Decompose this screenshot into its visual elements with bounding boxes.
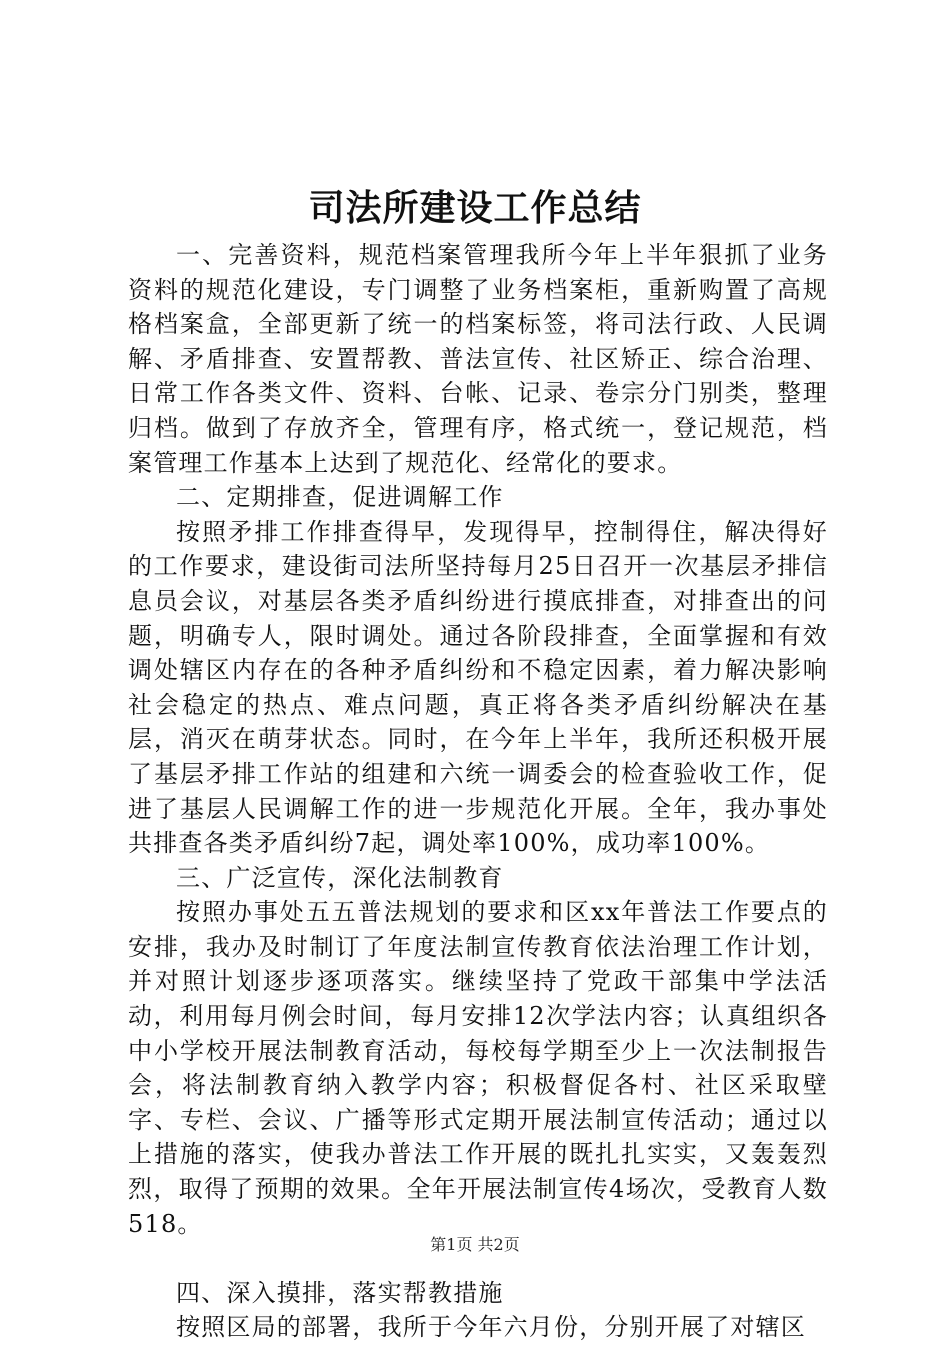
section-2-heading: 二、定期排查，促进调解工作 <box>176 483 504 512</box>
section-4-heading: 四、深入摸排，落实帮教措施 <box>176 1278 504 1307</box>
section-3-heading: 三、广泛宣传，深化法制教育 <box>176 863 504 892</box>
section-1-paragraph: 一、完善资料，规范档案管理我所今年上半年狠抓了业务资料的规范化建设，专门调整了业务档案柜，重新购置了高规格档案盒，全部更新了统一的档案标签，将司法行政、人民调解、矛盾排查、安置帮教、普法宣传、社区矫正、综合治理、日常工作各类文件、资料、台帐、记录、卷宗分门别类，整理归档。做到了存放齐全，管理有序，格式统一，登记规范，档案管理工作基本上达到了规范化、经常化的要求。 <box>128 241 828 477</box>
document-body <box>128 238 828 1345</box>
section-3-paragraph: 按照办事处五五普法规划的要求和区xx年普法工作要点的安排，我办及时制订了年度法制宣传教育依法治理工作计划，并对照计划逐步逐项落实。继续坚持了党政干部集中学法活动，利用每月例会时间，每月安排12次学法内容；认真组织各中小学校开展法制教育活动，每校每学期至少上一次法制报告会，将法制教育纳入教学内容；积极督促各村、社区采取壁字、专栏、会议、广播等形式定期开展法制宣传活动；通过以上措施的落实，使我办普法工作开展的既扎扎实实，又轰轰烈烈，取得了预期的效果。全年开展法制宣传4场次，受教育人数518。 <box>128 898 828 1238</box>
section-2-paragraph: 按照矛排工作排查得早，发现得早，控制得住，解决得好的工作要求，建设街司法所坚持每月25日召开一次基层矛排信息员会议，对基层各类矛盾纠纷进行摸底排查，对排查出的问题，明确专人，限时调处。通过各阶段排查，全面掌握和有效调处辖区内存在的各种矛盾纠纷和不稳定因素，着力解决影响社会稳定的热点、难点问题，真正将各类矛盾纠纷解决在基层，消灭在萌芽状态。同时，在今年上半年，我所还积极开展了基层矛排工作站的组建和六统一调委会的检查验收工作，促进了基层人民调解工作的进一步规范化开展。全年，我办事处共排查各类矛盾纠纷7起，调处率100%，成功率100%。 <box>128 517 828 858</box>
page-indicator: 第1页 共2页 <box>430 1235 520 1254</box>
document-title: 司法所建设工作总结 <box>308 187 642 229</box>
section-4-paragraph: 按照区局的部署，我所于今年六月份，分别开展了对辖区 <box>176 1313 806 1342</box>
